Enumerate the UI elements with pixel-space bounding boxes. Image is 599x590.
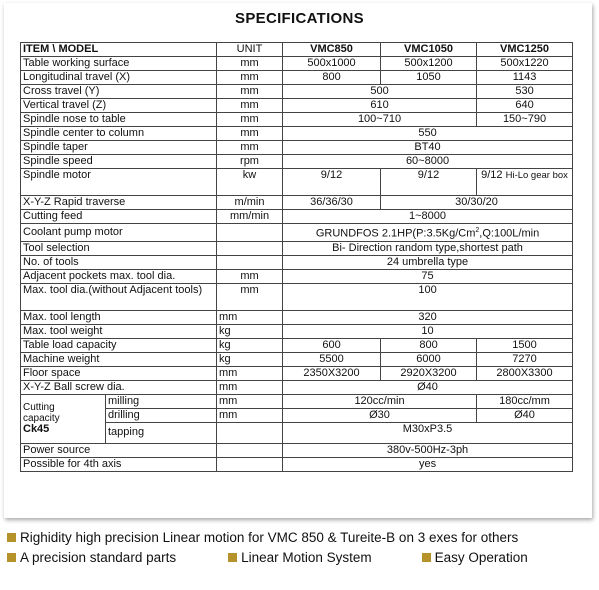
bullet-square-icon: [228, 553, 237, 562]
row-unit: mm: [217, 141, 283, 155]
row-value: 5500: [283, 352, 381, 366]
row-value: Bi- Direction random type,shortest path: [283, 241, 573, 255]
table-row: [21, 380, 573, 394]
row-label: Power source: [21, 443, 217, 457]
row-value: 24 umbrella type: [283, 255, 573, 269]
table-header-row: [21, 43, 573, 57]
table-row: [21, 457, 573, 471]
row-value: 180cc/mm: [477, 394, 573, 408]
row-label: X-Y-Z Rapid traverse: [21, 196, 217, 210]
row-unit: kg: [217, 324, 283, 338]
table-row: [21, 210, 573, 224]
header-vmc1050: VMC1050: [381, 43, 477, 57]
row-label: Coolant pump motor: [21, 224, 217, 242]
row-label: Spindle center to column: [21, 127, 217, 141]
table-row: [21, 71, 573, 85]
row-unit: [217, 443, 283, 457]
row-value: 7270: [477, 352, 573, 366]
header-vmc1250: VMC1250: [477, 43, 573, 57]
coolant-text-end: ,Q:100L/min: [479, 227, 540, 240]
row-unit: mm: [217, 310, 283, 324]
row-unit: mm: [217, 71, 283, 85]
table-row: [21, 394, 573, 408]
row-unit: mm: [217, 366, 283, 380]
cutting-label-line: capacity: [23, 413, 60, 425]
row-label: drilling: [106, 408, 217, 422]
row-unit: kw: [217, 169, 283, 196]
header-vmc850: VMC850: [283, 43, 381, 57]
table-row: [21, 255, 573, 269]
table-row: [21, 99, 573, 113]
row-value: 36/36/30: [283, 196, 381, 210]
row-unit: mm: [217, 283, 283, 310]
row-unit: [217, 224, 283, 242]
row-unit: mm: [217, 127, 283, 141]
coolant-sup: 2: [475, 227, 480, 234]
table-row: [21, 127, 573, 141]
row-label: Tool selection: [21, 241, 217, 255]
row-value: 1500: [477, 338, 573, 352]
row-unit: kg: [217, 352, 283, 366]
row-unit: [217, 255, 283, 269]
row-value: 610: [283, 99, 477, 113]
row-label: Spindle nose to table: [21, 113, 217, 127]
row-value: 9/12: [381, 169, 477, 196]
row-unit: [217, 241, 283, 255]
row-value: 1~8000: [283, 210, 573, 224]
table-row: [21, 169, 573, 196]
row-label: Cross travel (Y): [21, 85, 217, 99]
bullet-text: Linear Motion System: [241, 550, 372, 565]
row-value: Ø30: [283, 408, 477, 422]
table-row: [21, 155, 573, 169]
row-value: 2800X3300: [477, 366, 573, 380]
table-row: [21, 57, 573, 71]
row-value: 1050: [381, 71, 477, 85]
row-value: [477, 169, 573, 196]
row-unit: mm: [217, 394, 283, 408]
row-value: yes: [283, 457, 573, 471]
row-value: 600: [283, 338, 381, 352]
row-value: 2350X3200: [283, 366, 381, 380]
row-value: 60~8000: [283, 155, 573, 169]
row-value: 1143: [477, 71, 573, 85]
row-value: 500x1220: [477, 57, 573, 71]
cutting-capacity-label: [21, 394, 106, 443]
bullet-text: Righidity high precision Linear motion for VMC 850 & Tureite-B on 3 exes for others: [20, 530, 519, 545]
row-unit: mm/min: [217, 210, 283, 224]
row-value: 640: [477, 99, 573, 113]
row-label: Max. tool dia.(without Adjacent tools): [21, 283, 217, 310]
row-value: 9/12: [283, 169, 381, 196]
row-value: 380v-500Hz-3ph: [283, 443, 573, 457]
row-value: BT40: [283, 141, 573, 155]
bullet-text: Easy Operation: [434, 550, 528, 565]
table-row: [21, 366, 573, 380]
table-row: [21, 85, 573, 99]
table-row: [21, 283, 573, 310]
page-title: SPECIFICATIONS: [235, 10, 364, 27]
row-value: 800: [283, 71, 381, 85]
table-row: [21, 241, 573, 255]
row-unit: [217, 422, 283, 443]
row-label: Cutting feed: [21, 210, 217, 224]
row-label: Floor space: [21, 366, 217, 380]
table-row: [21, 352, 573, 366]
row-unit: mm: [217, 408, 283, 422]
row-value: 100: [283, 283, 573, 310]
header-item: ITEM \ MODEL: [21, 43, 217, 57]
row-unit: mm: [217, 269, 283, 283]
row-value: 2920X3200: [381, 366, 477, 380]
row-value: 530: [477, 85, 573, 99]
table-row: [21, 141, 573, 155]
row-unit: mm: [217, 113, 283, 127]
row-unit: mm: [217, 99, 283, 113]
cutting-label-line: Cutting: [23, 402, 55, 414]
row-unit: rpm: [217, 155, 283, 169]
table-row: [21, 113, 573, 127]
table-row: [21, 310, 573, 324]
coolant-text: GRUNDFOS 2.1HP(P:3.5Kg/Cm: [315, 227, 476, 240]
row-label: Spindle motor: [21, 169, 217, 196]
row-label: No. of tools: [21, 255, 217, 269]
row-value: 75: [283, 269, 573, 283]
row-unit: [217, 457, 283, 471]
row-value: 500x1000: [283, 57, 381, 71]
row-label: Adjacent pockets max. tool dia.: [21, 269, 217, 283]
row-label: Longitudinal travel (X): [21, 71, 217, 85]
row-value: Ø40: [477, 408, 573, 422]
bullet-line: [7, 528, 597, 548]
row-value: 500: [283, 85, 477, 99]
bullet-square-icon: [7, 553, 16, 562]
row-value: 800: [381, 338, 477, 352]
row-value: [283, 224, 573, 242]
row-label: Spindle taper: [21, 141, 217, 155]
row-value: 6000: [381, 352, 477, 366]
motor-value: 9/12: [481, 169, 503, 181]
row-label: X-Y-Z Ball screw dia.: [21, 380, 217, 394]
bullet-text: A precision standard parts: [20, 550, 177, 565]
table-row: [21, 196, 573, 210]
motor-note: Hi-Lo gear box: [505, 170, 568, 181]
table-row: [21, 224, 573, 242]
row-unit: kg: [217, 338, 283, 352]
bullet-square-icon: [422, 553, 431, 562]
row-value: 10: [283, 324, 573, 338]
table-row: [21, 338, 573, 352]
row-unit: m/min: [217, 196, 283, 210]
row-value: 120cc/min: [283, 394, 477, 408]
row-value: M30xP3.5: [283, 422, 573, 443]
row-label: Max. tool length: [21, 310, 217, 324]
bullet-square-icon: [7, 533, 16, 542]
table-row: [21, 443, 573, 457]
cutting-material: Ck45: [23, 423, 50, 436]
row-label: tapping: [106, 422, 217, 443]
table-row: [21, 269, 573, 283]
row-label: Possible for 4th axis: [21, 457, 217, 471]
row-label: Max. tool weight: [21, 324, 217, 338]
feature-bullets: [7, 528, 597, 568]
row-value: 150~790: [477, 113, 573, 127]
bullet-line: [7, 548, 597, 568]
row-value: 30/30/20: [381, 196, 573, 210]
row-value: 500x1200: [381, 57, 477, 71]
row-unit: mm: [217, 85, 283, 99]
header-unit: UNIT: [217, 43, 283, 57]
row-value: 320: [283, 310, 573, 324]
row-value: Ø40: [283, 380, 573, 394]
row-label: Spindle speed: [21, 155, 217, 169]
row-value: 550: [283, 127, 573, 141]
row-label: Machine weight: [21, 352, 217, 366]
row-label: Table working surface: [21, 57, 217, 71]
row-unit: mm: [217, 57, 283, 71]
specifications-table: [20, 42, 573, 472]
row-value: 100~710: [283, 113, 477, 127]
row-label: Vertical travel (Z): [21, 99, 217, 113]
table-row: [21, 324, 573, 338]
row-label: milling: [106, 394, 217, 408]
row-label: Table load capacity: [21, 338, 217, 352]
row-unit: mm: [217, 380, 283, 394]
